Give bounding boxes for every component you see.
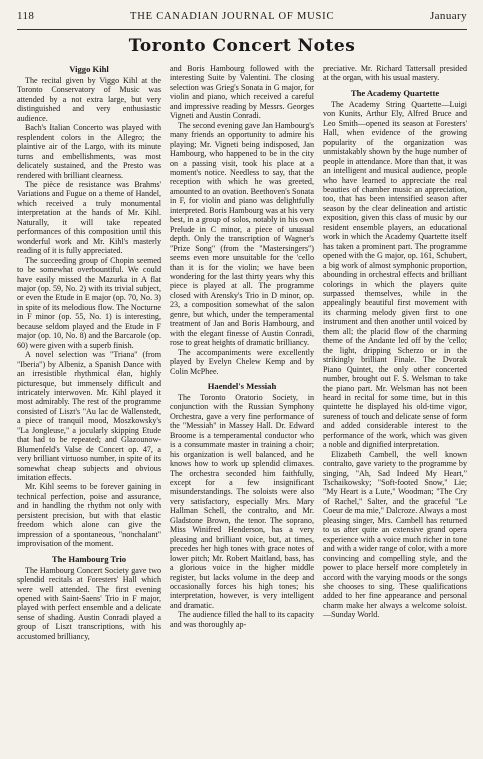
paragraph: Bach's Italian Concerto was played with resplendent colors in the Allegro; the plaintive air of the Largo, with its minute turns and embellishments, was most delicately sustained, and the Presto was rendered with brilliant clearness.	[17, 123, 161, 180]
heading-viggo-kihl: Viggo Kihl	[69, 64, 109, 74]
paragraph: The recital given by Viggo Kihl at the Toronto Conservatory of Music was attended by a not extra large, but very distinguished and very enthusiastic audience.	[17, 76, 161, 123]
paragraph: The Hambourg Concert Society gave two splendid recitals at Foresters' Hall which were well attended. The first evening opened with Saint-Saens' Trio in F major, played with perfect ensemble and a delicate sense of shading. Austin Conradi played a group of Liszt transcriptions, with his accustomed brilliancy,	[17, 565, 161, 641]
column-3	[323, 64, 467, 641]
paragraph: preciative. Mr. Richard Tattersall presided at the organ, with his usual mastery.	[323, 64, 467, 83]
paragraph: The audience filled the hall to its capacity and was thoroughly ap-	[170, 610, 314, 629]
paragraph: The second evening gave Jan Hambourg's many friends an opportunity to admire his playing; Mr. Vigneti being indisposed, Jan Hambourg, who happened to be in the city on a passing visit, took his place at a moment's notice. Needless to say, that the reception with which he was greeted, amounted to an ovation. Beethoven's Sonata in F, for violin and piano was delightfully interpreted. Boris Hambourg was at his very best, in a group of solos, notably in his own Prelude in C minor, a piece of unusual depth. Only the transcription of Wagner's "Prize Song" (from the "Mastersingers") seems even more unsuitable for the 'cello than it is for the violin; we have been wondering for the last thirty years why this piece is played at all. The programme closed with Arensky's Trio in D minor, op. 23, a composition somewhat of the salon genre, but which, under the temperamental treatment of Jan and Boris Hambourg, and with the elegant finesse of Austin Conradi, rose to great heights of dramatic brilliancy.	[170, 120, 314, 348]
paragraph: The accompaniments were excellently played by Evelyn Chelew Kemp and by Colin McPhee.	[170, 347, 314, 376]
paragraph: The succeeding group of Chopin seemed to be somewhat overbountiful. We could have easily missed the Mazurka in A flat major (op. 59, No. 2) with its trivial subject, or even the Etude in E major (op. 70, No. 3) in spite of its melodious flow. The Nocturne in F minor (op. 55, No. 1) is interesting, because seldom played and the Etude in F major (op. 10, No. 8) and the Barcarole (op. 60) were given with a superb finish.	[17, 255, 161, 350]
issue-month: January	[429, 10, 467, 22]
paragraph: A novel selection was "Triana" (from "Iberia") by Albeniz, a Spanish Dance with an irresistible rhythmical élan, highly picturesque, but immensely difficult and intricately interwoven. Mr. Kihl played it most admirably. The rest of the programme consisted of Liszt's "Au lac de Wallenstedt, a piece of tranquil mood, Moszkowsky's "La Jongleuse," a jocularly skipping Etude that had to be repeated; and Glazounow-Blumenfeld's Valse de Concert op. 47, a very brilliant virtuoso number, in spite of its somewhat cheap subjects and obvious imitation effects.	[17, 350, 161, 483]
paragraph: Mr. Kihl seems to be forever gaining in technical perfection, poise and assurance, and in handling the rhythm not only with persistent precision, but with that elastic freedom which alone can give the impression of a spontaneous, "nonchalant" improvisation of the moment.	[17, 482, 161, 549]
page-number: 118	[17, 10, 35, 22]
section-title: Toronto Concert Notes	[128, 36, 356, 56]
column-1	[17, 64, 161, 641]
column-2	[170, 64, 314, 641]
text-columns	[17, 64, 467, 641]
heading-hambourg-trio: The Hambourg Trio	[51, 553, 127, 564]
heading-academy-quartette: The Academy Quartette	[350, 87, 440, 98]
paragraph: and Boris Hambourg followed with the interesting Suite by Valentini. The closing selection was Grieg's Sonata in G major, for violin and piano, which received a careful and impressive reading by Messrs. Georges Vigneti and Austin Conradi.	[170, 64, 314, 121]
paragraph: Elizabeth Cambell, the well known contralto, gave variety to the programme by singing, "Ah, Sad Indeed My Heart," Tschaikowsky; "Soft-footed Snow," Lie; "My Heart is a Lute," Woodman; "The Cry of Rachel," Salter, and the graceful "Le Coeur de ma mie," Dalcroze. Always a most pleasing singer, Mrs. Cambell has returned to us after quite an extensive grand opera experience with a voice much richer in tone and with a wider range of color, with a more convincing and compelling style, and the power to place herself more completely in accord with the varying moods or the songs she chooses to sing. These qualifications added to her fine appearance and personal charm make her always a welcome soloist.—Sunday World.	[323, 449, 467, 620]
running-head	[17, 10, 467, 26]
paragraph: The Toronto Oratorio Society, in conjunction with the Russian Symphony Orchestra, gave a very fine performance of the "Messiah" in Massey Hall. Dr. Edward Broome is a temperamental conductor who is a consummate master in training a choir; his organization is well balanced, and he knows how to work up splendid climaxes. The orchestra seconded him faithfully, except for a few insignificant misunderstandings. The soloists were also very satisfactory, especially Mrs. Mary Hallman Schell, the contralto, and Mr. Gladstone Brown, the tenor. The soprano, Miss Winifred Henderson, has a very pleasing and brilliant voice, but, at times, precedes her high tones with grace notes of lower pitch; Mr. Robert Maitland, bass, has a glorious voice in the higher middle register, but lacks volume in the deep and occasionally forces his high tones; his interpretation, however, is very intelligent and dramatic.	[170, 392, 314, 610]
header-rule	[17, 29, 467, 30]
heading-haendels-messiah: Haendel's Messiah	[207, 380, 277, 391]
paragraph: The Academy String Quartette—Luigi von Kunits, Arthur Ely, Alfred Bruce and Leo Smith—opened its season at Foresters' Hall, when evidence of the growing popularity of the organization was unmistakably shown by the huge number of people in attendance. More than that, it was an intelligent and musical audience, people who have learned to appreciate the real beauties of chamber music an appreciation, too, that has been intensified season after season by the clear delineation and artistic exposition, given this class of music by our resident ensemble players, an educational work in which the Academy Quartette itself has taken a prominent part. The programme opened with the G major, op. 161, Schubert, a big work of almost symphonic proportion, abounding in orchestral effects and brilliant colorings in which the players quite surpassed themselves, while in the appealingly beautiful first movement with its charming melody given first to one instrument and then another until voiced by them all; the placid flow of the charming theme of the Andante led off by the 'cello; the light, dripping Scherzo or in the strikingly brilliant Finale. The Dvorak Piano Quintet, the only other concerted number, brought out F. S. Welsman to take the piano part. Mr. Welsman has not been heard in recital for some time, but in this quintette he displayed his old-time vigor, sureness of touch and delicate sense of form and added considerable interest to the performance of the work, which was given a noble and dignified interpretation.	[323, 99, 467, 450]
journal-title: THE CANADIAN JOURNAL OF MUSIC	[130, 11, 335, 22]
paragraph: The pièce de resistance was Brahms' Variations and Fugue on a theme of Handel, which received a truly monumental interpretation at the hands of Mr. Kihl. Naturally, it will take repeated performances of this composition until this wonderful work and Mr. Kihl's masterly reading of it is fully appreciated.	[17, 179, 161, 256]
